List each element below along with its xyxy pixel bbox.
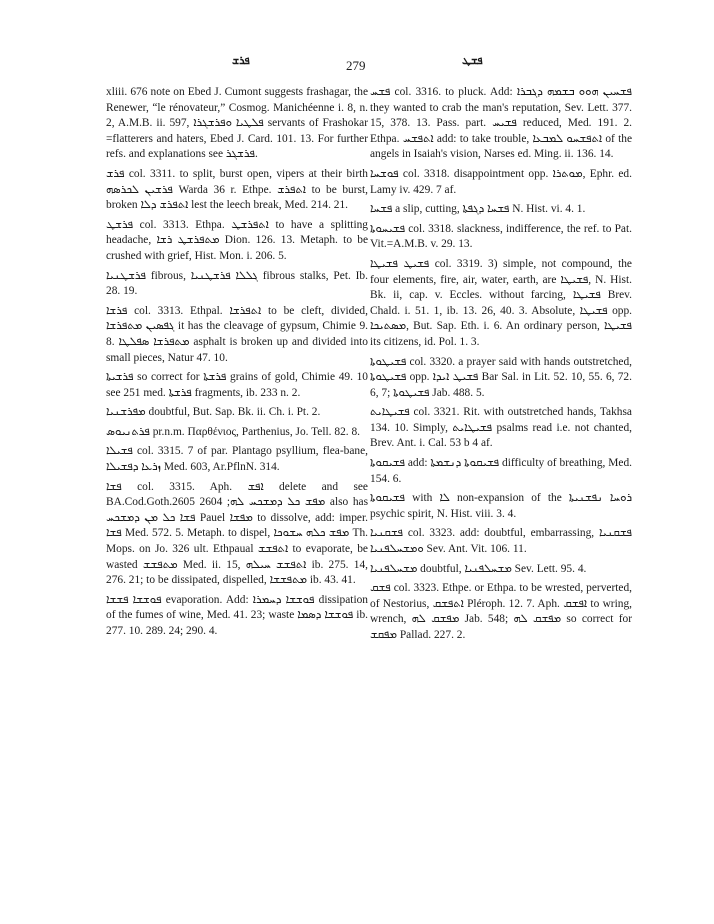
right-column: [370, 85, 632, 648]
entry-paragraph: ܦܫܩ col. 3323. Ethpe. or Ethpa. to be wrested, perverted, of Nestorius, ܐܬܦܫܩ Pléroph. 12. 7. Aph. ܐܦܫܩ to wring, wrench, ܡܦܫܩ ܠܗ Jab. 548; ܡܦܫܩ ܠܗ so correct for ܡܦܩܫ Pallad. 227. 2.: [370, 582, 632, 641]
entry-paragraph: ܦܪܫܛܢܝܐ fibrous, ܓܠܠܐ ܦܪܫܛܢܝܐ fibrous stalks, Pet. Ib. 28. 19.: [106, 269, 368, 298]
entry-paragraph: ܦܫܝܛ ܦܫܝܛܐ col. 3319. 3) simple, not compound, the four elements, fire, air, water, earth, are ܦܫܝܛܐ, N. Hist. Bk. ii, cap. v. Eccles. without farcing, ܦܫܝܛܐ Brev. Chald. i. 51. 1, ib. 13. 26, 40. 3. Absolute, ܦܫܝܛܐ opp. ܡܣܬܝܟܐ, But. Sap. Eth. i. 6. An ordinary person, ܦܫܝܛܐ its citizens, id. Pol. 1. 3.: [370, 257, 633, 348]
entry-paragraph: ܦܫܝܛܐܝܬ col. 3321. Rit. with outstretched hands, Takhsa 134. 10. Simply, ܦܫܝܛܐܝܬ psalms read i.e. not chanted, Brev. Ant. i. Cal. 53 b 4 af.: [370, 406, 632, 450]
entry-paragraph: ܦܫܝܠܐ col. 3315. 7 of par. Plantago psyllium, flea-bane, ܙܪܥܐ ܕܦܫܝܠܐ Med. 603, Ar.PflnN. 314.: [106, 445, 368, 474]
entry-paragraph: ܡܦܪܫܢܝܐ doubtful, But. Sap. Bk. ii. Ch. i. Pt. 2.: [106, 406, 321, 419]
entry-paragraph: ܦܪܬܢܝܘܣ pr.n.m. Παρθένιος, Parthenius, Jo. Tell. 82. 8.: [106, 425, 361, 438]
entry-paragraph: ܦܪܫܝܬܐ so correct for ܦܪܫܬܐ grains of gold, Chimie 49. 10 see 251 med. ܦܪܫܬܐ fragments, ib. 233 n. 2.: [106, 371, 368, 399]
entry-paragraph: ܦܫܝܩܘܬܐ add: ܦܫܝܩܘܬܐ ܕܢܫܡܬܐ difficulty of breathing, Med. 154. 6.: [370, 457, 632, 485]
entry-paragraph: xliii. 676 note on Ebed J. Cumont suggests frashagar, the Renewer, “le rénovateur,” Cosmog. Manichéenne i. 8, n. 2, A.M.B. ii. 597, ܦܠܛܝܐ ܘܦܪܫܓܪܐ servants of Frashokar =flatterers and haters, Ebed J. Card. 101. 13. For further refs. and explanations see ܦܪܫܓܪ.: [106, 86, 368, 161]
left-column: [106, 85, 368, 644]
running-head-left: ܦܪܫ: [232, 54, 250, 67]
entry-paragraph: ܦܘܫܚܐ col. 3318. disappointment opp. ܡܘܬܪܐ, Ephr. ed. Lamy iv. 429. 7 af.: [370, 167, 632, 196]
entry-paragraph: ܦܪܫܐ col. 3313. Ethpal. ܐܬܦܪܫܐ to be cleft, divided, ܓܦܣܝܢ ܡܬܦܪܫܐ it has the cleavage of gypsum, Chimie 9. 8. ܡܬܦܪܫܐ ܣܦܠܛܐ asphalt is broken up and divided into small pieces, Natur 47. 10.: [106, 304, 369, 364]
entry-paragraph: ܡܫܚܠܦܢܝܐ doubtful, ܡܫܚܠܦܢܝܐ Sev. Lett. 95. 4.: [370, 562, 587, 575]
entry-paragraph: ܦܫܩܢܝܐ col. 3323. add: doubtful, embarrassing, ܦܫܩܢܝܐ ܘܡܫܚܠܦܢܝܐ Sev. Ant. Vit. 106. 11.: [370, 527, 632, 556]
running-head-right: ܦܫܛ: [462, 54, 483, 67]
entry-paragraph: ܦܪܫ col. 3311. to split, burst open, vipers at their birth ܦܪܫܝܢ ܠܟܪܣܗ Warda 36 r. Ethpe. ܐܬܦܪܫ to be burst, broken ܐܬܦܪܫ ܕܠܐ lest the leech break, Med. 214. 21.: [106, 167, 368, 212]
entry-paragraph: ܦܫܚܐ a slip, cutting, ܦܫܚܐ ܕܓܦܬܐ N. Hist. vi. 4. 1.: [370, 203, 586, 216]
page-number: 279: [346, 58, 366, 73]
entry-paragraph: ܦܫܚ col. 3316. to pluck. Add: ܦܫܚܝܢ ܗܘܘ ܒܫܡܗ ܕܓܒܪܐ they wanted to crab the man's reputation, Sev. Lett. 377. 15, 378. 13. Pass. part. ܦܫܝܚ reduced, Med. 191. 2. Ethpa. ܐܬܦܫܚ add: to take trouble, ܐܬܦܫܚܘ ܠܡܒܥܐ of the angels in Isaiah's vision, Narses ed. Ming. ii. 136. 14.: [370, 86, 633, 161]
entry-paragraph: ܦܪܫܛ col. 3313. Ethpa. ܐܬܦܪܫܛ to have a splitting headache, ܡܬܦܪܫܛ ܪܫܐ Dion. 126. 13. Metaph. to be crushed with grief, Hist. Mon. i. 206. 5.: [106, 218, 369, 262]
entry-paragraph: ܦܘܫܫܐ ܦܫܫܐ evaporation. Add: ܦܘܫܫܐ ܕܚܡܪܐ dissipation of the fumes of wine, Med. 41. 23; waste ܦܘܫܫܐ ܕܣܡܐ ib. 277. 10. 289. 24; 290. 4.: [106, 593, 368, 637]
entry-paragraph: ܦܫܝܛܘܬܐ col. 3320. a prayer said with hands outstretched, ܦܫܝܛܘܬܐ opp. ܦܫܝܛ ܐܝܕܐ Bar Sal. in Lit. 52. 10, 55. 6, 72. 6, 7; ܦܫܝܛܘܬܐ Jab. 488. 5.: [370, 355, 632, 399]
entry-paragraph: ܦܫܐ col. 3315. Aph. ܐܦܫ delete and see BA.Cod.Goth.2605 ܡܦܫ ܟܠ ܕܡܫܟܚ ܠܗ; 2604 also has ܦܫܐ ܟܠ ܡܢ ܕܡܫܟܚ Pauel ܡܦܫܐ to dissolve, add: imper. ܦܫܐ Med. 572. 5. Metaph. to dispel, ܡܦܫ ܟܠܗ ܚܫܘܟܐ Th. Mops. on Jo. 326 ult. Ethpaual ܐܬܦܫܫ to evaporate, be wasted ܡܬܦܫܫ Med. ii. 15, ܐܬܦܫܫ ܚܝܠܗ ib. 275. 14, 276. 21; to be dissipated, dispelled, ܡܬܦܫܫܐ ib. 43. 41.: [106, 480, 369, 587]
entry-paragraph: ܦܫܝܩܘܬܐ with ܠܐ non-expansion of the ܪܘܚܐ ܢܦܫܢܝܬܐ psychic spirit, N. Hist. viii. 3. 4.: [370, 492, 632, 520]
entry-paragraph: ܦܫܝܚܘܬܐ col. 3318. slackness, indifference, the ref. to Pat. Vit.=A.M.B. v. 29. 13.: [370, 222, 632, 251]
